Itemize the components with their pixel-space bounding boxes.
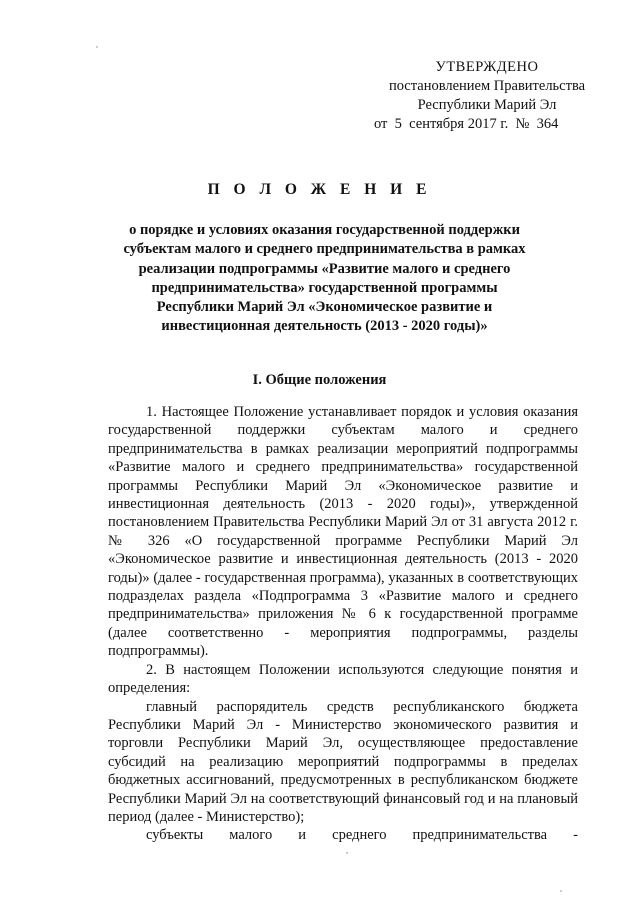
- approval-line-2: Республики Марий Эл: [417, 97, 557, 113]
- document-subject: о порядке и условиях оказания государственной поддержки субъектам малого и среднего предпринимательства в рамках реализации подпрограммы «Развитие малого и среднего предпринимательства» государственной программы Республики Марий Эл «Экономическое развитие и инвестиционная деятельность (2013 - 2020 годы)»: [123, 222, 526, 335]
- approval-date-number: от 5 сентября 2017 г. № 364: [374, 116, 559, 132]
- scan-speck: [560, 890, 562, 892]
- paragraph-2: 2. В настоящем Положении используются следующие понятия и определения:: [108, 661, 578, 697]
- section-title: I. Общие положения: [252, 372, 387, 388]
- document-title: П О Л О Ж Е Н И Е: [207, 181, 432, 198]
- paragraph-3: главный распорядитель средств республиканского бюджета Республики Марий Эл - Министерство экономического развития и торговли Республики Марий Эл, осуществляющее предоставление субсидий на реализацию мероприятий подпрограммы в пределах бюджетных ассигнований, предусмотренных в республиканском бюджете Республики Марий Эл на соответствующий финансовый год и на плановый период (далее - Министерство);: [108, 698, 578, 825]
- scan-speck: [96, 46, 98, 48]
- document-body: [108, 403, 578, 845]
- approval-line-1: постановлением Правительства: [388, 78, 586, 94]
- scan-speck: [346, 852, 348, 854]
- approval-stamp: [372, 58, 602, 134]
- approval-heading: УТВЕРЖДЕНО: [435, 59, 539, 75]
- paragraph-4: субъекты малого и среднего предпринимательства -: [146, 827, 578, 844]
- paragraph-1: 1. Настоящее Положение устанавливает порядок и условия оказания государственной поддержки субъектам малого и среднего предпринимательства в рамках реализации мероприятий подпрограммы «Развитие малого и среднего предпринимательства» государственной программы Республики Марий Эл «Экономическое развитие и инвестиционная деятельность (2013 - 2020 годы)», утвержденной постановлением Правительства Республики Марий Эл от 31 августа 2012 г. № 326 «О государственной программе Республики Марий Эл «Экономическое развитие и инвестиционная деятельность (2013 - 2020 годы)» (далее - государственная программа), указанных в соответствующих подразделах раздела «Подпрограмма 3 «Развитие малого и среднего предпринимательства» приложения № 6 к государственной программе (далее соответственно - мероприятия подпрограммы, разделы подпрограммы).: [108, 404, 578, 660]
